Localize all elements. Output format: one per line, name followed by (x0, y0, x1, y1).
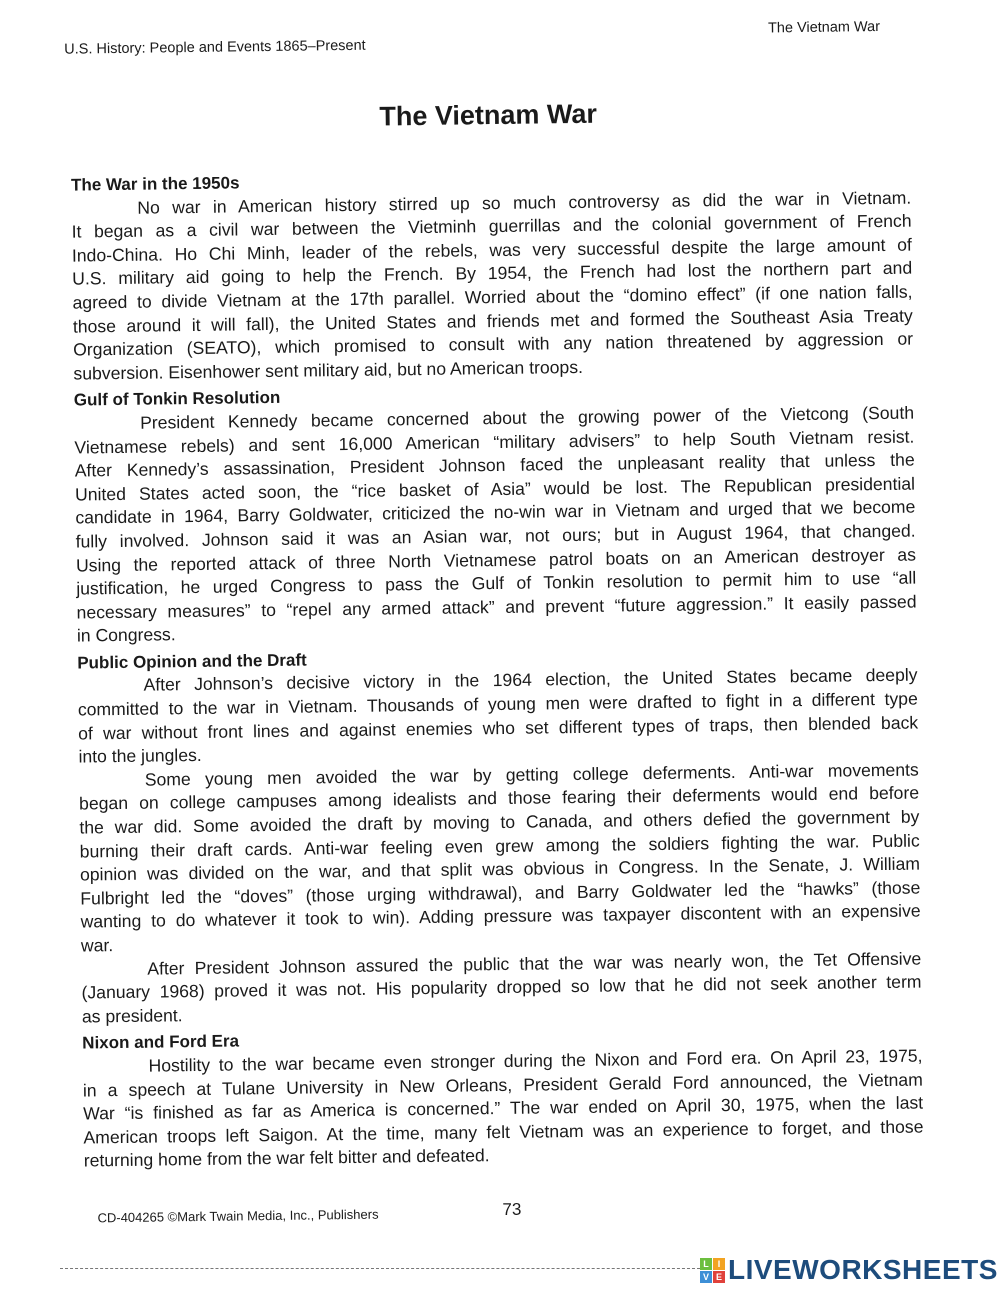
text-line: candidate in 1964, Barry Goldwater, criticized the no-win war in Vietnam and urged that we become (75, 496, 916, 528)
text-line: Using the reported attack of three North Vietnamese patrol boats on an American destroyer as (75, 544, 917, 576)
text-line: No war in American history stirred up so much controversy as did the war in Vietnam. (137, 187, 912, 218)
section-heading: Gulf of Tonkin Resolution (73, 388, 281, 410)
text-line: the war did. Some avoided the draft by moving to Canada, and others defied the government by (79, 806, 920, 838)
text-line: Organization (SEATO), which promised to consult with any nation threatened by aggression or (73, 328, 914, 360)
section-heading: The War in the 1950s (70, 173, 240, 195)
paragraph (74, 401, 917, 648)
chapter-title: The Vietnam War (767, 18, 881, 37)
text-line: justification, he urged Congress to pass the Gulf of Tonkin resolution to permit him to use “all (76, 567, 917, 599)
publisher-credit: CD-404265 ©Mark Twain Media, Inc., Publishers (97, 1206, 379, 1226)
paragraph (81, 947, 922, 1029)
text-line: American troops left Saigon. At the time, many felt Vietnam was an experience to forget, and those (83, 1116, 924, 1148)
text-line: Indo-China. Ho Chi Minh, leader of the rebels, was very successful despite the large amount of (71, 234, 912, 266)
text-line: fully involved. Johnson said it was an Asian war, not ours; but in August 1964, that changed. (75, 520, 916, 552)
text-line: It began as a civil war between the Vietminh guerrillas and the colonial government of French (71, 210, 912, 242)
text-line: United States acted soon, the “rice basket of Asia” would be lost. The Republican presidential (74, 473, 916, 505)
text-line: into the jungles. (78, 745, 202, 767)
text-line: subversion. Eisenhower sent military aid, but no American troops. (73, 356, 584, 384)
text-line: Fulbright led the “doves” (those urging withdrawal), and Barry Goldwater led the “hawks” (those (80, 877, 921, 909)
text-line: Some young men avoided the war by getting college deferments. Anti-war movements (144, 759, 919, 790)
text-line: War “is finished as far as America is concerned.” The war ended on April 30, 1975, when the last (83, 1092, 924, 1124)
text-line: war. (80, 935, 114, 956)
text-line: necessary measures” to “repel any armed attack” and prevent “future aggression.” It easily passed (76, 591, 917, 623)
page-title: The Vietnam War (379, 98, 598, 132)
text-line: U.S. military aid going to help the French. By 1954, the French had lost the northern part and (72, 257, 913, 289)
text-line: opinion was divided on the war, and that split was obvious in Congress. In the Senate, J. William (79, 853, 921, 885)
text-line: After Kennedy’s assassination, President Johnson faced the unpleasant reality that unless the (74, 449, 915, 481)
paragraph (79, 758, 921, 958)
text-line: of war without front lines and against enemies who set different types of traps, then blended back (78, 712, 919, 744)
section-heading: Nixon and Ford Era (82, 1031, 240, 1053)
text-line: returning home from the war felt bitter and defeated. (83, 1145, 490, 1171)
logo-block: V (700, 1271, 712, 1283)
logo-blocks-icon (700, 1258, 725, 1283)
paragraph (77, 664, 918, 769)
text-line: in a speech at Tulane University in New Orleans, President Gerald Ford announced, the Vietnam (82, 1069, 923, 1101)
logo-block: I (713, 1258, 725, 1270)
liveworksheets-logo (700, 1254, 998, 1286)
logo-text: LIVEWORKSHEETS (728, 1254, 998, 1285)
paragraph (82, 1044, 923, 1173)
paragraph (71, 186, 913, 386)
text-line: (January 1968) proved it was not. His popularity dropped so low that he did not seek another term (81, 971, 922, 1003)
text-line: After President Johnson assured the public that the war was nearly won, the Tet Offensive (147, 948, 922, 979)
text-line: committed to the war in Vietnam. Thousands of young men were drafted to fight in a different type (77, 688, 918, 720)
book-title: U.S. History: People and Events 1865–Present (64, 37, 366, 58)
logo-block: L (700, 1258, 712, 1270)
footer-divider (60, 1268, 700, 1269)
section-heading: Public Opinion and the Draft (77, 650, 307, 673)
text-line: After Johnson’s decisive victory in the 1964 election, the United States became deeply (143, 665, 918, 696)
text-line: agreed to divide Vietnam at the 17th parallel. Worried about the “domino effect” (if one nation falls, (72, 281, 913, 313)
text-line: wanting to do whatever it took to win). Adding pressure was taxpayer discontent with an expensive (80, 900, 921, 932)
page-number: 73 (502, 1199, 522, 1220)
article-body (71, 160, 924, 1174)
text-line: began on college campuses among idealists and those fearing their deferments would end before (78, 782, 920, 814)
text-line: as president. (81, 1004, 183, 1027)
logo-block: E (713, 1271, 725, 1283)
text-line: burning their draft cards. Anti-war feeling even grew among the soldiers fighting the war. Public (79, 830, 920, 862)
text-line: those around it will fall), the United States and friends met and formed the Southeast Asia Treaty (72, 305, 913, 337)
text-line: in Congress. (76, 624, 176, 646)
text-line: Hostility to the war became even stronger during the Nixon and Ford era. On April 23, 1975, (148, 1045, 923, 1076)
text-line: President Kennedy became concerned about the growing power of the Vietcong (South (139, 402, 915, 433)
text-line: Vietnamese rebels) and sent 16,000 American “military advisers” to help South Vietnam resist. (74, 426, 915, 458)
